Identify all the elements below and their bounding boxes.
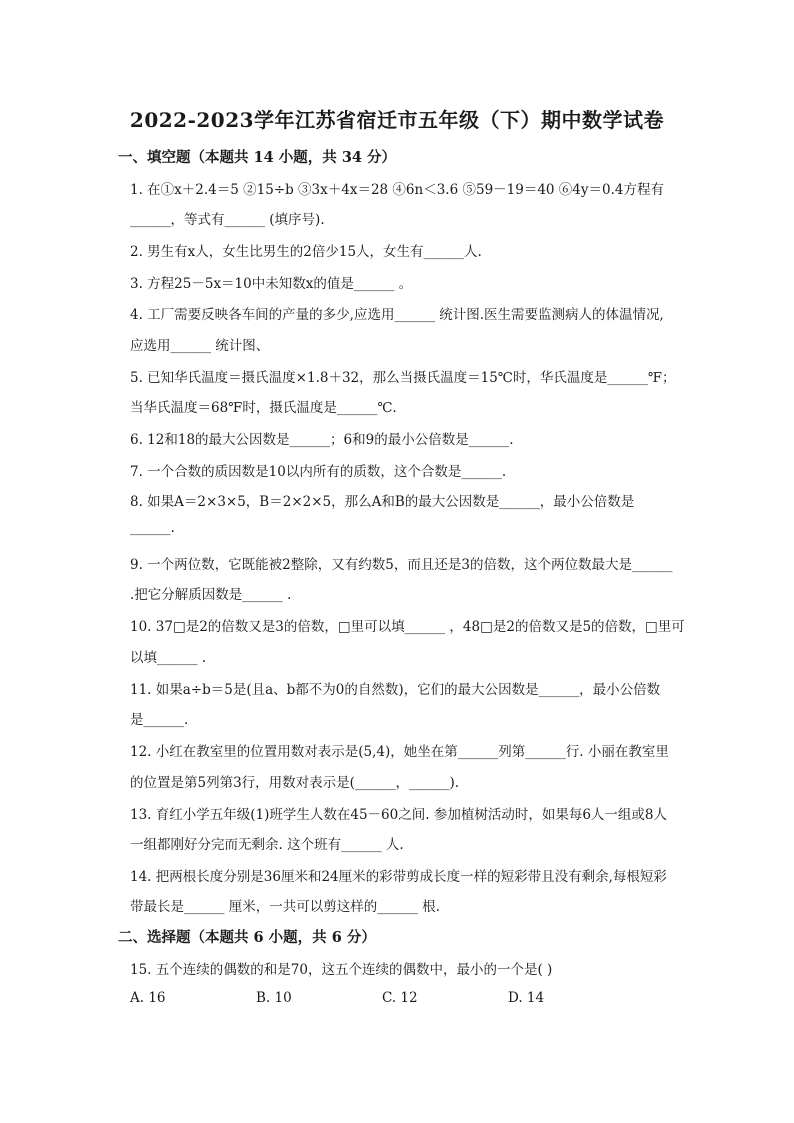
question-15: 15. 五个连续的偶数的和是70，这五个连续的偶数中，最小的一个是( ) xyxy=(130,962,553,978)
question-9-line-1: 9. 一个两位数，它既能被2整除，又有约数5，而且还是3的倍数，这个两位数最大是______ xyxy=(130,557,673,573)
question-12-line-1: 12. 小红在教室里的位置用数对表示是(5,4)，她坐在第______列第______行. 小丽在教室里 xyxy=(130,744,669,760)
question-4-line-1: 4. 工厂需要反映各车间的产量的多少,应选用______ 统计图.医生需要监测病人的体温情况, xyxy=(130,307,664,323)
question-1-line-1: 1. 在①x＋2.4＝5 ②15÷b ③3x＋4x＝28 ④6n＜3.6 ⑤59－19＝40 ⑥4y＝0.4方程有 xyxy=(130,182,664,198)
question-9-line-2: .把它分解质因数是______ . xyxy=(130,587,292,603)
question-13-line-2: 一组都刚好分完而无剩余. 这个班有______ 人. xyxy=(130,837,404,853)
question-3: 3. 方程25－5x＝10中未知数x的值是______ 。 xyxy=(130,276,413,292)
option-b: B. 10 xyxy=(256,990,292,1006)
option-c: C. 12 xyxy=(382,990,418,1006)
question-1-line-2: ______，等式有______ (填序号). xyxy=(130,212,325,228)
option-d: D. 14 xyxy=(508,990,545,1006)
question-6: 6. 12和18的最大公因数是______；6和9的最小公倍数是______. xyxy=(130,432,514,448)
question-13-line-1: 13. 育红小学五年级(1)班学生人数在45－60之间. 参加植树活动时，如果每6人一组或8人 xyxy=(130,807,667,823)
page-title: 2022-2023学年江苏省宿迁市五年级（下）期中数学试卷 xyxy=(129,108,665,132)
question-10-line-2: 以填______ . xyxy=(130,650,207,666)
question-10-line-1: 10. 37□是2的倍数又是3的倍数，□里可以填______ ，48□是2的倍数又是5的倍数，□里可 xyxy=(130,619,685,635)
question-14-line-1: 14. 把两根长度分别是36厘米和24厘米的彩带剪成长度一样的短彩带且没有剩余,每根短彩 xyxy=(130,869,667,885)
question-2: 2. 男生有x人，女生比男生的2倍少15人，女生有______人. xyxy=(130,244,482,260)
question-5-line-1: 5. 已知华氏温度＝摄氏温度×1.8＋32，那么当摄氏温度＝15℃时，华氏温度是______℉； xyxy=(130,370,676,386)
question-7: 7. 一个合数的质因数是10以内所有的质数，这个合数是______. xyxy=(130,464,507,480)
question-12-line-2: 的位置是第5列第3行，用数对表示是(______，______). xyxy=(130,775,460,791)
question-8-line-1: 8. 如果A＝2×3×5，B＝2×2×5，那么A和B的最大公因数是______，最小公倍数是 xyxy=(130,494,635,510)
question-8-line-2: ______. xyxy=(130,520,175,536)
section-heading-fill-in: 一、填空题（本题共 14 小题，共 34 分） xyxy=(118,149,397,166)
question-14-line-2: 带最长是______ 厘米，一共可以剪这样的______ 根. xyxy=(130,899,440,915)
question-11-line-1: 11. 如果a÷b＝5是(且a、b都不为0的自然数)，它们的最大公因数是______，最小公倍数 xyxy=(130,682,661,698)
option-a: A. 16 xyxy=(130,990,166,1006)
question-11-line-2: 是______. xyxy=(130,712,189,728)
section-heading-multiple-choice: 二、选择题（本题共 6 小题，共 6 分） xyxy=(118,929,376,946)
question-5-line-2: 当华氏温度＝68℉时，摄氏温度是______℃. xyxy=(130,400,397,416)
question-4-line-2: 应选用______ 统计图、 xyxy=(130,338,270,354)
